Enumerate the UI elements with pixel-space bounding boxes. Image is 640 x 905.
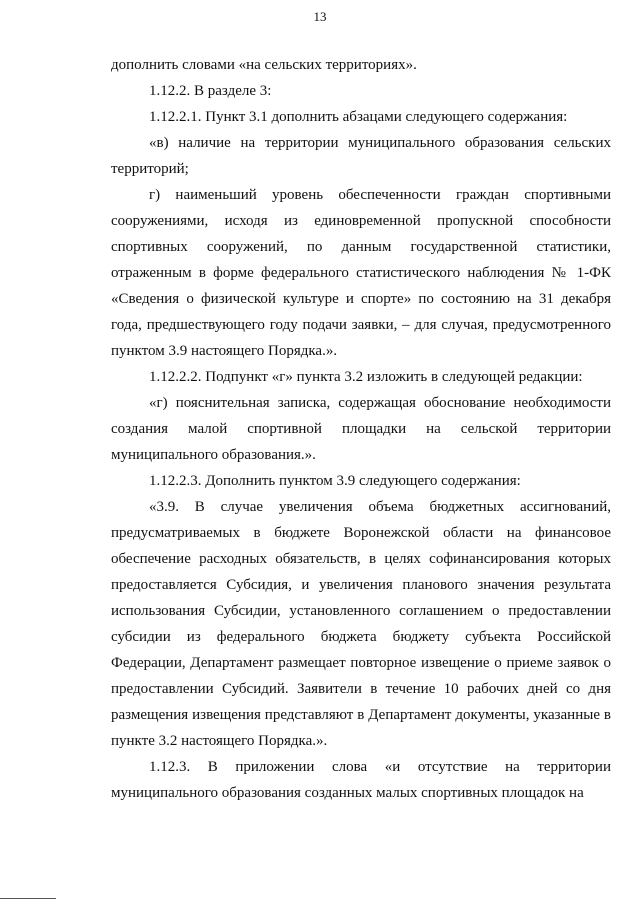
footnote-divider — [0, 898, 56, 899]
paragraph-continuation: дополнить словами «на сельских территориях». — [111, 57, 417, 73]
paragraph-section-1-12-2-3: 1.12.2.3. Дополнить пунктом 3.9 следующего содержания: — [149, 473, 521, 489]
paragraph-item-g-explanatory: «г) пояснительная записка, содержащая обоснование необходимости создания малой спортивной площадки на сельской территории муниципального образования.». — [111, 395, 611, 463]
page-number: 13 — [313, 9, 327, 24]
paragraph-section-1-12-3: 1.12.3. В приложении слова «и отсутствие на территории муниципального образования созданных малых спортивных площадок на — [111, 759, 611, 801]
paragraph-section-1-12-2-1: 1.12.2.1. Пункт 3.1 дополнить абзацами следующего содержания: — [149, 109, 568, 125]
document-body — [111, 52, 611, 806]
paragraph-item-v: «в) наличие на территории муниципального образования сельских территорий; — [111, 135, 611, 177]
paragraph-section-1-12-2-2: 1.12.2.2. Подпункт «г» пункта 3.2 изложить в следующей редакции: — [149, 369, 583, 385]
paragraph-item-3-9: «3.9. В случае увеличения объема бюджетных ассигнований, предусматриваемых в бюджете Воронежской области на финансовое обеспечение расходных обязательств, в целях софинансирования которых предоставляется Субсидия, и увеличения планового значения результата использования Субсидии, установленного соглашением о предоставлении субсидии из федерального бюджета бюджету субъекта Российской Федерации, Департамент размещает повторное извещение о приеме заявок о предоставлении Субсидий. Заявители в течение 10 рабочих дней со дня размещения извещения представляют в Департамент документы, указанные в пункте 3.2 настоящего Порядка.». — [111, 499, 611, 749]
paragraph-section-1-12-2: 1.12.2. В разделе 3: — [149, 83, 272, 99]
paragraph-item-g: г) наименьший уровень обеспеченности граждан спортивными сооружениями, исходя из единовременной пропускной способности спортивных сооружений, по данным государственной статистики, отраженным в форме федерального статистического наблюдения № 1-ФК «Сведения о физической культуре и спорте» по состоянию на 31 декабря года, предшествующего году подачи заявки, – для случая, предусмотренного пунктом 3.9 настоящего Порядка.». — [111, 187, 611, 359]
